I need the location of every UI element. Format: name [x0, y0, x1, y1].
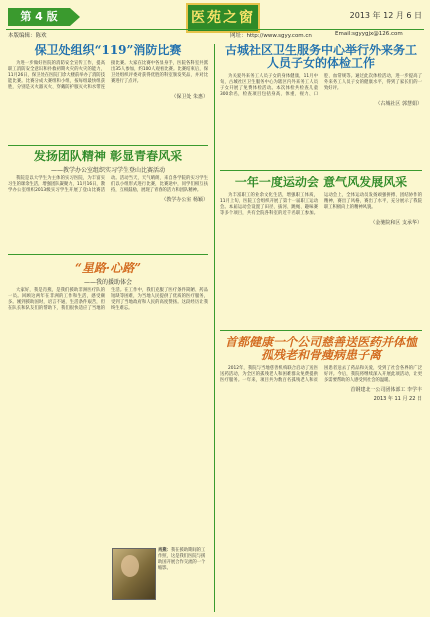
- article-body: 为关爱外来务工人员子女的身体健康，11月中旬，古城社区卫生服务中心为辖区内外来务工人员子女开展了免费体检活动。本次体检共检查儿童300余名，检查项目包括身高、体重、视力、口腔、血常规等。通过此次体检活动，进一步提高了外来务工人员子女的健康水平，得到了家长们的一致好评。: [220, 74, 422, 97]
- article-title: 古城社区卫生服务中心举行外来务工人员子女的体检工作: [224, 44, 417, 70]
- page-header: [0, 0, 430, 28]
- article-subtitle: ——教学办公室组织实习学生登山比赛活动: [50, 167, 165, 174]
- article-subtitle: ——我的援助体会: [83, 279, 132, 286]
- divider: [220, 170, 422, 171]
- article-charity: [220, 336, 422, 612]
- article-body: 为丰富职工的业余文化生活，增强职工体质，11月上旬，医院工会组织开展了第十一届职工运动会。本届运动会设置了田径、拔河、跳绳、趣味赛等多个项目，共有全院各科室的近千名职工参加。运动会上，全体运动员发扬顽强拼搏、团结协作的精神，赛出了风格，赛出了水平，充分展示了我院职工积极向上的精神风貌。: [220, 193, 422, 216]
- editor-credit: 本版编辑：陈欢: [8, 33, 47, 39]
- divider: [8, 254, 208, 255]
- article-fire-drill: [8, 44, 208, 142]
- article-sports-meet: [220, 176, 422, 326]
- article-signature: （保卫处 朱惠）: [171, 94, 208, 100]
- website-text: 网址：http://www.sgyy.com.cn: [230, 33, 312, 39]
- article-signature: 首钢建北一公司团体部工 李学丰: [350, 387, 422, 393]
- photo-caption: [158, 548, 208, 572]
- article-body: 2012年，我院与当地慈善机构联合启动了送医送药活动，为全区的孤残老人和困难群众免费提供医疗服务。一年来，项目共为数百名孤残老人和贫困患者送去了药品和关爱，受到了社会各界的广泛好评。今后，我院将继续深入开展此项活动，让更多需要帮助的人感受到社会的温暖。: [220, 366, 422, 383]
- divider: [8, 145, 208, 146]
- article-title: “星路·心路”: [75, 262, 141, 275]
- article-body: 大家好，我是肖燕，是我们援助非洲医疗队的一员。回顾这两年在非洲的工作和生活，感受颇多。刚到援助国时，语言不通，生活条件艰苦，但在队长和队友们的帮助下，我们很快适应了当地的生活。在工作中，我们克服了医疗条件简陋、药品短缺等困难，为当地人民提供了优质的医疗服务，受到了当地政府和人民的高度赞扬。这段经历让我终生难忘。: [8, 288, 208, 311]
- article-date: 2013 年 11 月 22 日: [373, 396, 422, 402]
- divider: [220, 330, 422, 331]
- article-title: 首都健康一个公司慈善送医药并体恤孤残老和骨瘦病患子离: [224, 336, 417, 362]
- article-signature: （金驰院和区 支承华）: [370, 220, 422, 226]
- page-number-badge: 第 4 版: [8, 8, 70, 26]
- article-title: 发扬团队精神 彰显青春风采: [33, 150, 183, 163]
- article-signature: （古城社区 郭慧娟）: [375, 101, 422, 107]
- caption-text: 我在援助期间的工作照，这是我们医院与援助国开展合作交流的一个缩影。: [158, 548, 206, 571]
- article-title: 一年一度运动会 意气风发展风采: [234, 176, 408, 189]
- article-signature: （教学办公室 杨颖）: [161, 197, 208, 203]
- caption-label: 肖燕：: [158, 548, 171, 553]
- email-text: Email:sgyygjx@126.com: [335, 31, 403, 37]
- column-divider: [214, 44, 215, 612]
- author-photo: [112, 548, 156, 600]
- article-hiking: [8, 150, 208, 250]
- article-body: 我院是以大学生为主体的实习医院，为丰富实习生的课余生活，增强团队凝聚力，11月16日，教学办公室组织2013级实习学生开展了登山比赛活动。活动当天，天气晴朗，来自各学院的实习学生们以小组形式进行比赛，比赛途中，同学们相互扶持，互相鼓励，展现了青春的活力和团队精神。: [8, 176, 208, 193]
- article-body: 为进一步做好医院的消防安全宣传工作，提高职工消防安全意识和扑救初期火灾的火灾的能力，11月26日，保卫处在医院门诊大楼前举办了消防技能比赛。比赛分成大赛组和小组，按每组最快组获胜，分别是灭火器灭火、穿戴防护服灭火和水带连接比赛。大家在比赛中各显身手，医院各科室共派出35人参加，约100人观看比赛。比赛结束后，保卫处组织评委对获得优胜的科室颁发奖品，并对比赛进行了点评。: [8, 61, 208, 90]
- masthead-logo: 医苑之窗: [186, 3, 260, 33]
- article-child-checkup: [220, 44, 422, 166]
- issue-date: 2013 年 12 月 6 日: [349, 11, 422, 20]
- article-title: 保卫处组织“119”消防比赛: [34, 44, 182, 57]
